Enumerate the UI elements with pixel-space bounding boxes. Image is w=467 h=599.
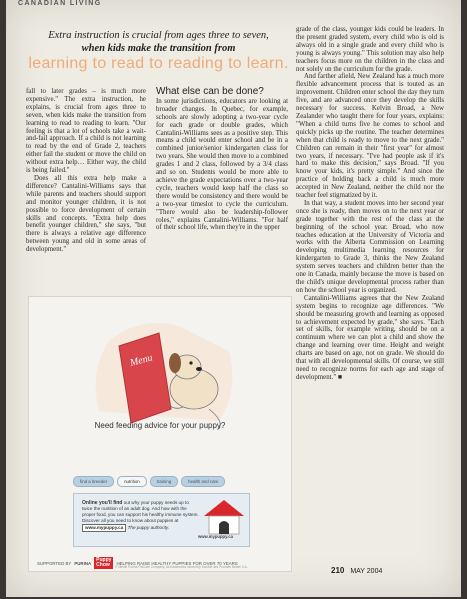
puppy-chow-logo-line-2: Chow	[96, 562, 110, 568]
ad-body-copy	[82, 500, 200, 532]
pull-quote-line-2: when kids make the transition from	[81, 43, 236, 54]
issue-date: MAY 2004	[350, 568, 383, 575]
doghouse-url: www.mypuppy.ca	[198, 534, 233, 539]
supported-by-label: SUPPORTED BY	[37, 560, 72, 566]
footer-subline: HELPING RAISE HEALTHY PUPPIES FOR OVER 70 YEARS	[116, 560, 238, 566]
ad-tab-strip	[73, 476, 225, 487]
page-folio	[331, 566, 382, 575]
purina-brand: PURINA	[74, 560, 92, 566]
puppy-reading-menu-illustration	[79, 311, 249, 437]
paragraph: And farther afield, New Zealand has a much more flexible advancement process that is touted as an improvement. Children enter school the day they turn five, and are advanced once they develop the skills necessary for success. Kelvin Broad, a New Zealander who taught there for four years, explains: "When a child turns five he comes to school and quickly picks up the routine. The teacher determines when that child is ready to move to the next grade." Children can remain in their "first year" for almost two years, if necessary. "I've had people ask if it's hard to make this decision," says Broad. "If you know your kids, it's pretty simple." And since the practice of holding back a child is much more accepted in New Zealand, neither the child nor the teacher feel stigmatized by it.	[296, 73, 444, 200]
ad-body-lead: Online you'll find	[82, 500, 123, 506]
ad-copyright: © Nestlé Purina PetCare Company. All trademarks owned by Société des Produits Nestlé S.A.	[115, 565, 248, 569]
tab-training: training	[150, 476, 178, 487]
tab-health-and-care: health and care	[181, 476, 225, 487]
pull-quote	[26, 30, 291, 73]
paragraph: In that way, a student moves into her second year once she is ready, then moves on to the next year or grade together with the rest of the class at the beginning of the school year. Broad, who now teaches education at the University of Victoria and works with the Alberta Commission on Learning developing multimedia learning resources for kindergarten to Grade 3, thinks the New Zealand system serves teachers and children better than the one in Canada, mainly because the move is based on the child's unique developmental process rather than on how the school year is organized.	[296, 199, 444, 294]
menu-book-title: Menu	[128, 352, 154, 369]
article-column-2	[156, 88, 288, 232]
paragraph: In some jurisdictions, educators are looking at broader changes. In Quebec, for example, schools are slowly adopting a two-year cycle for each grade or double grades, which Cantalini-Williams sees as a positive step. This means a child would enter school and be in a combined junior/senior kindergarten class for two years. She would then move to a combined grades 1 and 2 class, followed by a 3/4 class and so on. Students would be more able to achieve the grade expectations over a two-year cycle, teachers would keep half the class so there would be consistency and there would be a two-year timeslot to cycle the curriculum. "There would also be leadership-follower roles," explains Cantalini-Williams. "For half of their school life, when they're in the upper	[156, 97, 288, 232]
puppy-chow-logo	[94, 557, 113, 569]
ad-body-text: out why your puppy needs up to twice the nutrition of an adult dog. And how with the proper food, you can support his healthy immune system. Discover all you need to know about puppies at	[82, 500, 199, 523]
ad-question: Need feeding advice for your puppy?	[94, 421, 226, 430]
ad-info-panel	[73, 493, 250, 547]
pull-quote-line-3: learning to read to reading to learn.	[28, 55, 289, 72]
magazine-page	[6, 0, 461, 597]
page-number: 210	[331, 566, 345, 575]
article-column-3	[296, 26, 444, 382]
subheading: What else can be done?	[156, 86, 264, 97]
doghouse-icon	[202, 498, 246, 536]
section-header: CANADIAN LIVING	[18, 0, 102, 7]
paragraph: Does all this extra help make a difference? Cantalini-Williams says that while parents and teachers should support and monitor younger children, it is not possible to force development of certain skills and concepts. "Extra help does benefit younger children," she says, "but there is always a relative age difference between young and old in some areas of development."	[26, 174, 146, 254]
tab-find-a-breeder: find a breeder	[73, 476, 114, 487]
pull-quote-line-1: Extra instruction is crucial from ages three to seven,	[48, 30, 269, 41]
paragraph: grade of the class, younger kids could be leaders. In the present graded system, every child who is old is always old in a single grade and every child who is young is always young." This solution may also help teachers focus more on the children in the class and not solely on the curriculum for the grade.	[296, 26, 444, 73]
paragraph: Cantalini-Williams agrees that the New Zealand system begins to recognize age differences. "We should be measuring growth and learning as opposed to achievement expected by grade," she says. "Each set of skills, for example writing, should be on a continuum where we can plot a child and show the change and learning over time. Height and weight charts are based on age, not on grade. We should do that with all developmental skills. Of course, we still need to recognize norms for each age and stage of development." ■	[296, 294, 444, 381]
article-column-1	[26, 88, 146, 254]
puppy-chow-logo-line-1: Puppy	[96, 557, 112, 563]
puppy-food-advertisement	[28, 296, 292, 572]
ad-tagline: The puppy authority.	[127, 525, 170, 530]
ad-url-box: www.mypuppy.ca	[82, 524, 126, 532]
tab-nutrition: nutrition	[117, 476, 147, 487]
paragraph: fall to later grades – is much more expensive." The extra instruction, he explains, is crucial from ages three to seven, when kids make the transition from learning to read to reading to learn. "Our feeling is that a lot of schools take a wait-and-fail approach. If a child is not learning to read by the end of Grade 2, teachers either fail the student or move the child on without extra help… Either way, the child is being failed."	[26, 88, 146, 175]
